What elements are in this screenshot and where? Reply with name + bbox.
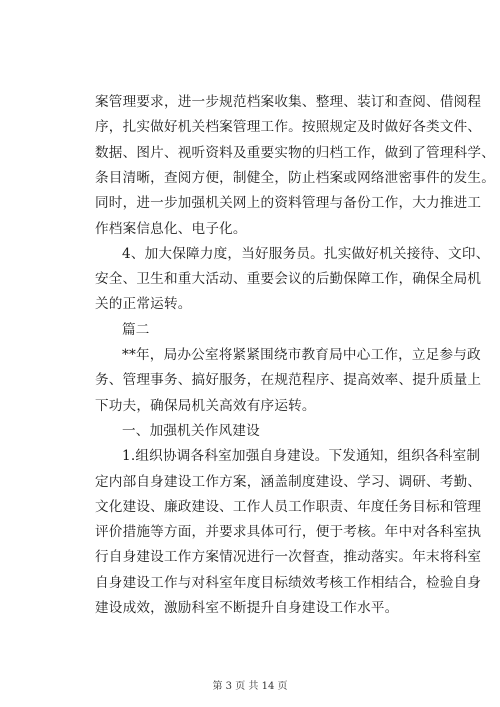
text-line-21: 建设成效，激励科室不断提升自身建设工作水平。 (95, 600, 399, 616)
text-line-18: 评价措施等方面，并要求具体可行，便于考核。年中对各科室执 (95, 524, 482, 540)
text-line-1: 案管理要求，进一步规范档案收集、整理、装订和查阅、借阅程 (95, 94, 482, 110)
text-line-16: 定内部自身建设工作方案，涵盖制度建设、学习、调研、考勤、 (95, 474, 482, 490)
text-line-13: 下功夫，确保局机关高效有序运转。 (95, 398, 316, 414)
text-line-6: 作档案信息化、电子化。 (95, 221, 247, 237)
text-line-7: 4、加大保障力度，当好服务员。扎实做好机关接待、文印、 (122, 246, 490, 262)
text-line-5: 同时，进一步加强机关网上的资料管理与备份工作，大力推进工 (95, 195, 482, 211)
text-line-2: 序，扎实做好机关档案管理工作。按照规定及时做好各类文件、 (95, 119, 482, 135)
page-footer: 第 3 页 共 14 页 (212, 681, 288, 692)
text-line-9: 关的正常运转。 (95, 296, 192, 312)
text-line-4: 条目清晰，查阅方便，制健全，防止档案或网络泄密事件的发生。 (95, 170, 496, 186)
text-line-15: 1.组织协调各科室加强自身建设。下发通知，组织各科室制 (122, 448, 481, 464)
text-line-12: 务、管理事务、搞好服务，在规范程序、提高效率、提升质量上 (95, 372, 482, 388)
section-heading-part-two: 篇二 (122, 322, 150, 338)
text-line-19: 行自身建设工作方案情况进行一次督查，推动落实。年末将科室 (95, 549, 482, 565)
text-line-8: 安全、卫生和重大活动、重要会议的后勤保障工作，确保全局机 (95, 271, 482, 287)
text-line-17: 文化建设、廉政建设、工作人员工作职责、年度任务目标和管理 (95, 499, 482, 515)
section-heading-1: 一、加强机关作风建设 (122, 423, 260, 439)
text-line-3: 数据、图片、视听资料及重要实物的归档工作，做到了管理科学、 (95, 145, 496, 161)
text-line-11: **年，局办公室将紧紧围绕市教育局中心工作，立足参与政 (122, 347, 481, 363)
text-line-20: 自身建设工作与对科室年度目标绩效考核工作相结合，检验自身 (95, 575, 482, 591)
